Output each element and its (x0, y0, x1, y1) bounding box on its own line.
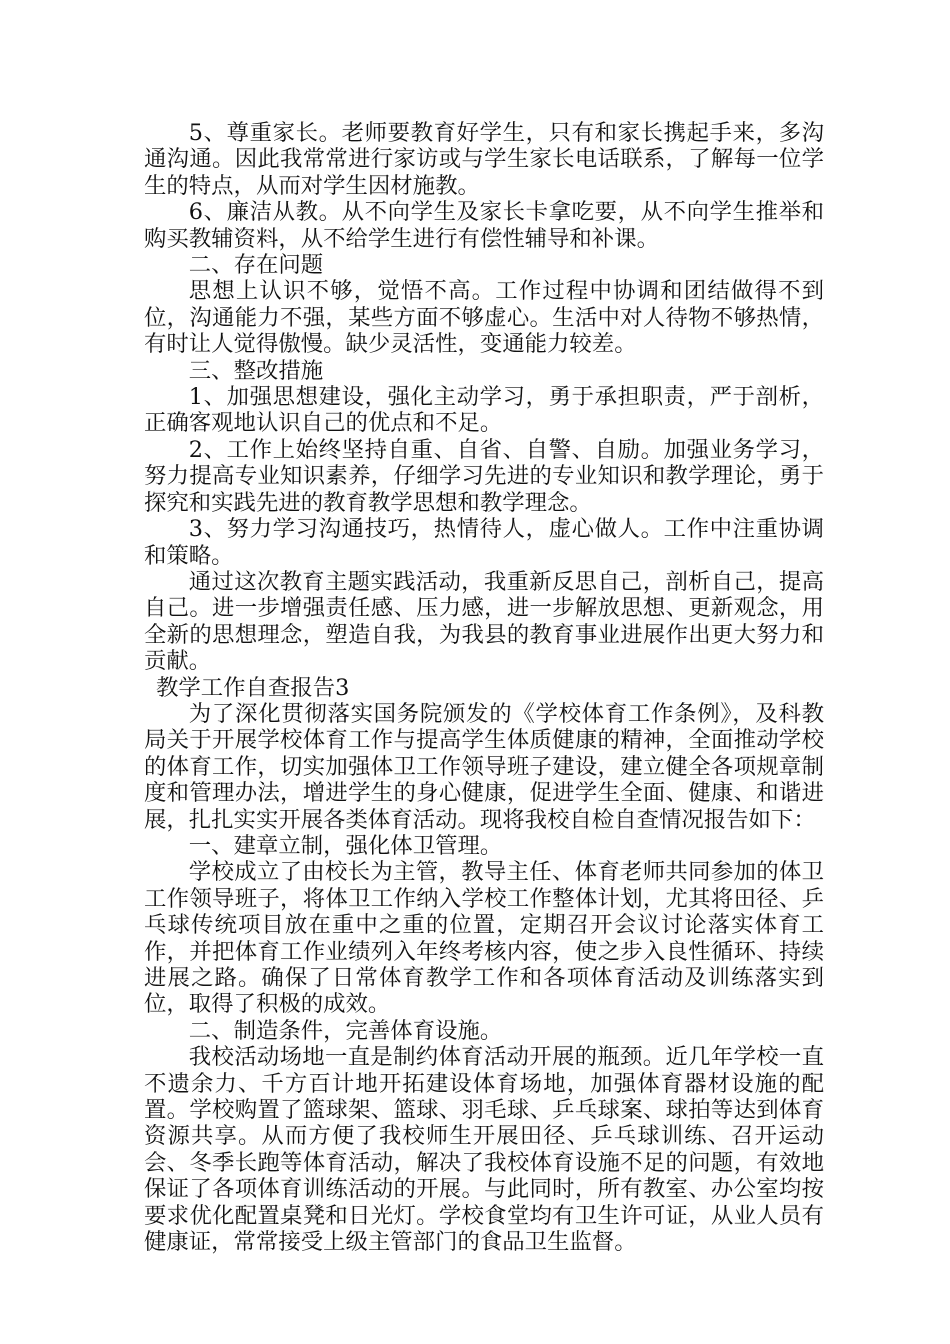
paragraph-intro: 为了深化贯彻落实国务院颁发的《学校体育工作条例》，及科教局关于开展学校体育工作与提高学生体质健康的精神，全面推动学校的体育工作，切实加强体卫工作领导班子建设，建立健全各项规章制度和管理办法，增进学生的身心健康，促进学生全面、健康、和谐进展，扎扎实实开展各类体育活动。现将我校自检自查情况报告如下： (144, 700, 824, 833)
paragraph-problems: 思想上认识不够，觉悟不高。工作过程中协调和团结做得不到位，沟通能力不强，某些方面不够虚心。生活中对人待物不够热情，有时让人觉得傲慢。缺少灵活性，变通能力较差。 (144, 278, 824, 358)
paragraph-measure-1: 1、加强思想建设，强化主动学习，勇于承担职责，严于剖析，正确客观地认识自己的优点和不足。 (144, 384, 824, 437)
paragraph-measure-2: 2、工作上始终坚持自重、自省、自警、自励。加强业务学习，努力提高专业知识素养，仔细学习先进的专业知识和教学理论，勇于探究和实践先进的教育教学思想和教学理念。 (144, 436, 824, 516)
document-body (144, 120, 824, 1255)
section-heading-rules: 一、建章立制，强化体卫管理。 (188, 832, 503, 859)
section-heading-facilities: 二、制造条件，完善体育设施。 (188, 1017, 503, 1044)
section-heading-measures: 三、整改措施 (188, 357, 324, 384)
section-heading-problems: 二、存在问题 (188, 252, 324, 279)
report-title: 教学工作自查报告3 (156, 674, 350, 701)
paragraph-honest-teaching: 6、廉洁从教。从不向学生及家长卡拿吃要，从不向学生推举和购买教辅资料，从不给学生进行有偿性辅导和补课。 (144, 199, 824, 252)
paragraph-measure-3: 3、努力学习沟通技巧，热情待人，虚心做人。工作中注重协调和策略。 (144, 516, 824, 569)
paragraph-conclusion: 通过这次教育主题实践活动，我重新反思自己，剖析自己，提高自己。进一步增强责任感、压力感，进一步解放思想、更新观念，用全新的思想理念，塑造自我，为我县的教育事业进展作出更大努力和贡献。 (144, 568, 824, 675)
paragraph-facilities: 我校活动场地一直是制约体育活动开展的瓶颈。近几年学校一直不遗余力、千方百计地开拓建设体育场地，加强体育器材设施的配置。学校购置了篮球架、篮球、羽毛球、乒乓球案、球拍等达到体育资源共享。从而方便了我校师生开展田径、乒乓球训练、召开运动会、冬季长跑等体育活动，解决了我校体育设施不足的问题，有效地保证了各项体育训练活动的开展。与此同时，所有教室、办公室均按要求优化配置桌凳和日光灯。学校食堂均有卫生许可证，从业人员有健康证，常常接受上级主管部门的食品卫生监督。 (144, 1044, 824, 1256)
paragraph-rules: 学校成立了由校长为主管，教导主任、体育老师共同参加的体卫工作领导班子，将体卫工作纳入学校工作整体计划，尤其将田径、乒乓球传统项目放在重中之重的位置，定期召开会议讨论落实体育工作，并把体育工作业绩列入年终考核内容，使之步入良性循环、持续进展之路。确保了日常体育教学工作和各项体育活动及训练落实到位，取得了积极的成效。 (144, 859, 824, 1018)
paragraph-respect-parents: 5、尊重家长。老师要教育好学生，只有和家长携起手来，多沟通沟通。因此我常常进行家访或与学生家长电话联系，了解每一位学生的特点，从而对学生因材施教。 (144, 120, 824, 199)
